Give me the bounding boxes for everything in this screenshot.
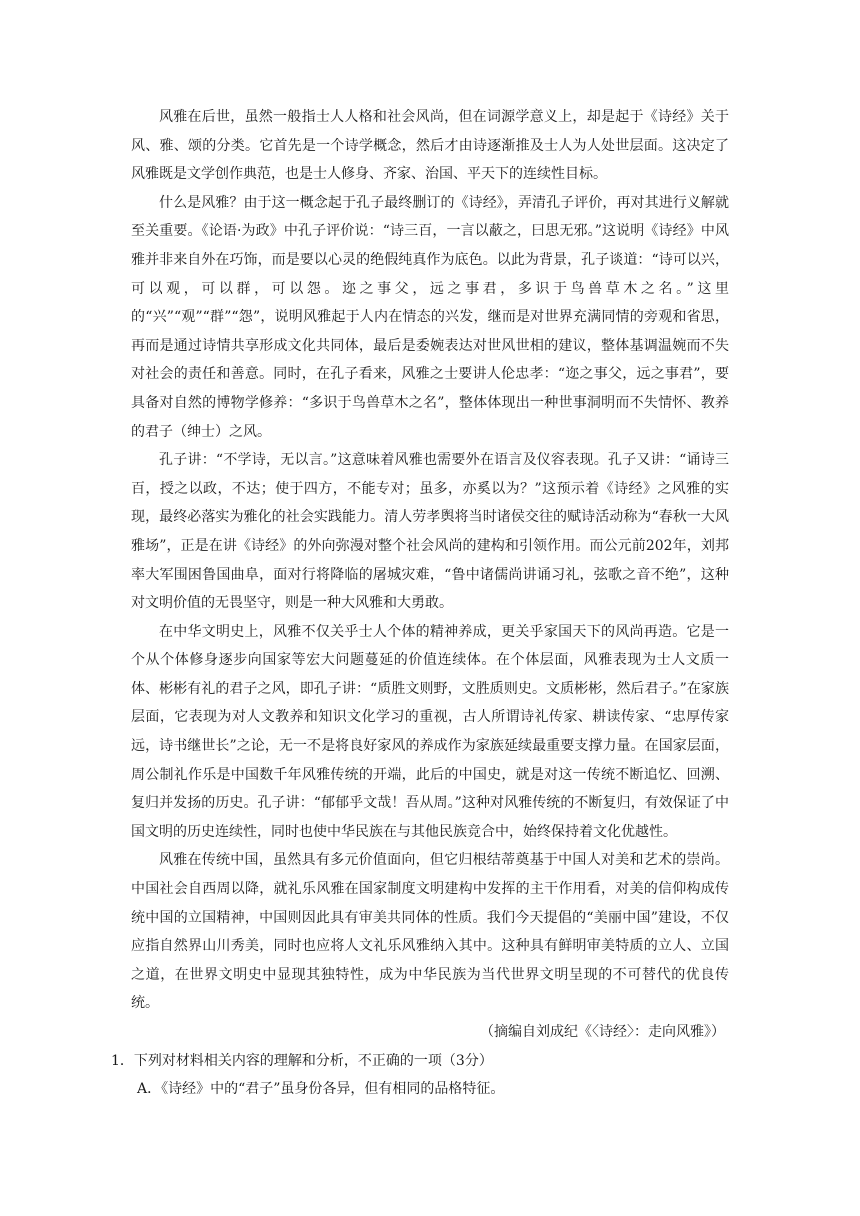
question-stem: 1．下列对材料相关内容的理解和分析，不正确的一项（3分） xyxy=(111,1052,493,1069)
article-body xyxy=(111,103,729,1104)
question-option-a: A．《诗经》中的“君子”虽身份各异，但有相同的品格特征。 xyxy=(137,1081,505,1098)
article-paragraph-5: 风雅在传统中国，虽然具有多元价值面向，但它归根结蒂奠基于中国人对美和艺术的崇尚。中国社会自西周以降，就礼乐风雅在国家制度文明建构中发挥的主干作用看，对美的信仰构成传统中国的立国精神，中国则因此具有审美共同体的性质。我们今天提倡的“美丽中国”建设，不仅应指自然界山川秀美，同时也应将人文礼乐风雅纳入其中。这种具有鲜明审美特质的立人、立国之道，在世界文明史中显现其独特性，成为中华民族为当代世界文明呈现的不可替代的优良传统。 xyxy=(131,852,729,1012)
article-paragraph-3: 孔子讲：“不学诗，无以言。”这意味着风雅也需要外在语言及仪容表现。孔子又讲：“诵诗三百，授之以政，不达；使于四方，不能专对；虽多，亦奚以为？”这预示着《诗经》之风雅的实现，最终必落实为雅化的社会实践能力。清人劳孝舆将当时诸侯交往的赋诗活动称为“春秋一大风雅场”，正是在讲《诗经》的外向弥漫对整个社会风尚的建构和引领作用。而公元前202年，刘邦率大军围困鲁国曲阜，面对行将降临的屠城灾难，“鲁中诸儒尚讲诵习礼，弦歌之音不绝”，这种对文明价值的无畏坚守，则是一种大风雅和大勇敢。 xyxy=(131,452,729,612)
article-paragraph-4: 在中华文明史上，风雅不仅关乎士人个体的精神养成，更关乎家国天下的风尚再造。它是一个从个体修身逐步向国家等宏大问题蔓延的价值连续体。在个体层面，风雅表现为士人文质一体、彬彬有礼的君子之风，即孔子讲：“质胜文则野，文胜质则史。文质彬彬，然后君子。”在家族层面，它表现为对人文教养和知识文化学习的重视，古人所谓诗礼传家、耕读传家、“忠厚传家远，诗书继世长”之论，无一不是将良好家风的养成作为家族延续最重要支撑力量。在国家层面，周公制礼作乐是中国数千年风雅传统的开端，此后的中国史，就是对这一传统不断追忆、回溯、复归并发扬的历史。孔子讲：“郁郁乎文哉！吾从周。”这种对风雅传统的不断复归，有效保证了中国文明的历史连续性，同时也使中华民族在与其他民族竞合中，始终保持着文化优越性。 xyxy=(131,623,729,840)
article-source-citation: （摘编自刘成纪《〈诗经〉：走向风雅》） xyxy=(480,1024,725,1040)
article-paragraph-1: 风雅在后世，虽然一般指士人人格和社会风尚，但在词源学意义上，却是起于《诗经》关于风、雅、颂的分类。它首先是一个诗学概念，然后才由诗逐渐推及士人为人处世层面。这决定了风雅既是文学创作典范，也是士人修身、齐家、治国、平天下的连续性目标。 xyxy=(131,109,729,183)
article-paragraph-2: 什么是风雅？由于这一概念起于孔子最终删订的《诗经》，弄清孔子评价，再对其进行义解就至关重要。《论语·为政》中孔子评价说：“诗三百，一言以蔽之，曰思无邪。”这说明《诗经》中风雅并非来自外在巧饰，而是要以心灵的绝假纯真作为底色。以此为背景，孔子谈道：“诗可以兴，可以观，可以群，可以怨。迩之事父，远之事君，多识于鸟兽草木之名。”这里的“兴”“观”“群”“怨”，说明风雅起于人内在情态的兴发，继而是对世界充满同情的旁观和省思，再而是通过诗情共享形成文化共同体，最后是委婉表达对世风世相的建议，整体基调温婉而不失对社会的责任和善意。同时，在孔子看来，风雅之士要讲人伦忠孝：“迩之事父，远之事君”，要具备对自然的博物学修养：“多识于鸟兽草木之名”，整体体现出一种世事洞明而不失情怀、教养的君子（绅士）之风。 xyxy=(131,194,729,440)
